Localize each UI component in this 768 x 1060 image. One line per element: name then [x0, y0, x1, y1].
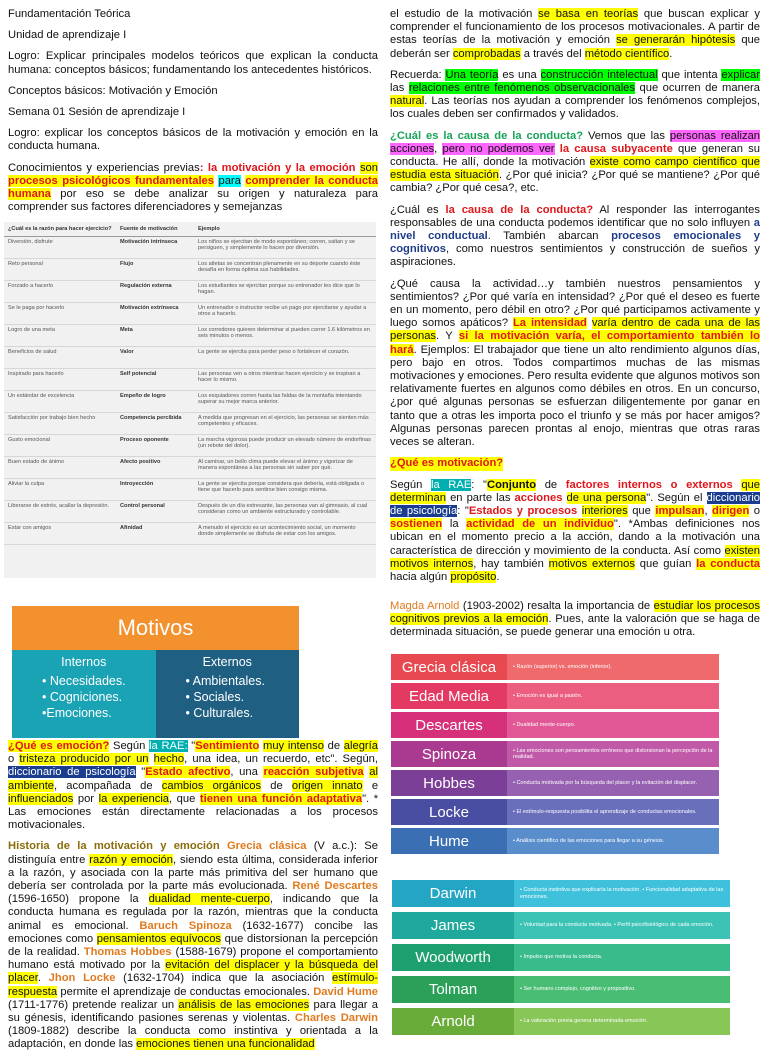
right-column-bottom: [390, 600, 760, 648]
table-cell: Los esquiadores corren hasta las faldas de la montaña intentando superar su mejor marca anterior.: [198, 392, 362, 406]
table-cell: Aliviar la culpa: [8, 480, 45, 487]
timeline-period-description: • Ser humano complejo, cognitivo y propositivo.: [514, 976, 730, 1003]
table-row: [4, 391, 376, 413]
table-row: [4, 479, 376, 501]
timeline-period-name: Descartes: [391, 712, 507, 738]
table-cell: A menudo el ejercicio es un acontecimiento social, un momento donde simplemente se disfruta de estar con los amigos.: [198, 524, 356, 538]
timeline-period-description: • La valoración previa genera determinada emoción.: [514, 1008, 730, 1035]
table-cell: La gente se ejercita porque considera que debería, está obligada o tiene que hacerlo para sentirse bien consigo misma.: [198, 480, 365, 494]
timeline-entry: [392, 1008, 730, 1035]
table-cell: La gente se ejercita para perder peso o fortalecer el corazón.: [198, 348, 350, 355]
table-cell: Estar con amigos: [8, 524, 52, 531]
table-row: [4, 325, 376, 347]
table-cell: Después de un día estresante, las personas van al gimnasio, al cual consideran como un ambiente estructurado y controlable.: [198, 502, 368, 516]
timeline-period-name: Spinoza: [391, 741, 507, 767]
cause-paragraph: ¿Cuál es la causa de la conducta? Vemos que las personas realizan acciones, pero no podemos ver la causa subyacente que generan su conducta. He allí, donde la motivación existe como campo científico que estudia esta situación. ¿Por qué inicia? ¿Por qué se mantiene? ¿Por qué cambia? ¿Por qué cesa?, etc.: [390, 129, 761, 195]
left-column-top: [8, 8, 378, 222]
table-row: [4, 281, 376, 303]
timeline-period-name: Tolman: [392, 976, 514, 1003]
table-cell: Forzado a hacerlo: [8, 282, 54, 289]
timeline-entry: [392, 944, 730, 971]
timeline-entry: [391, 712, 719, 738]
externos-item: • Ambientales.: [185, 674, 265, 688]
timeline-period-name: Arnold: [392, 1008, 514, 1035]
timeline-period-description: • Conducta motivada por la búsqueda del placer y la evitación del displacer.: [507, 770, 719, 796]
table-cell: Control personal: [120, 502, 165, 509]
timeline-period-description: • Razón (superior) vs. emoción (inferior).: [507, 654, 719, 680]
table-row: [4, 237, 376, 259]
timeline-period-description: • Impulso que motiva la conducta.: [514, 944, 730, 971]
timeline-entry: [391, 741, 719, 767]
table-cell: Un estándar de excelencia: [8, 392, 75, 399]
timeline-period-description: • El estímulo-respuesta posibilita el aprendizaje de conductas emocionales.: [507, 799, 719, 825]
timeline-period-description: • Análisis científico de las emociones para llegar a su génesis.: [507, 828, 719, 854]
table-cell: Se le paga por hacerlo: [8, 304, 65, 311]
timeline-period-name: Edad Media: [391, 683, 507, 709]
logro-2: Logro: explicar los conceptos básicos de la motivación y emoción en la conducta humana.: [8, 127, 378, 153]
timeline-entry: [392, 912, 730, 939]
timeline-period-name: James: [392, 912, 514, 939]
table-cell: Las personas ven a otros mientras hacen ejercicio y se inspiran a hacer lo mismo.: [198, 370, 361, 384]
table-cell: Self potencial: [120, 370, 157, 377]
timeline-period-name: Hobbes: [391, 770, 507, 796]
timeline-period-name: Grecia clásica: [391, 654, 507, 680]
table-row: [4, 259, 376, 281]
timeline-entry: [391, 828, 719, 854]
table-cell: Afecto positivo: [120, 458, 161, 465]
timeline-period-description: • Emoción es igual a pasión.: [507, 683, 719, 709]
concepts-title: Conceptos básicos: Motivación y Emoción: [8, 84, 218, 97]
session-title: Semana 01 Sesión de aprendizaje I: [8, 106, 186, 119]
emotion-definition: ¿Qué es emoción? Según la RAE: "Sentimiento muy intenso de alegría o tristeza producido por un hecho, una idea, un recuerdo, etc". Según, diccionario de psicología "Estado afectivo, una reacción subjetiva al ambiente, acompañada de cambios orgánicos de origen innato e influenciados por la experiencia, que tienen una función adaptativa". * Las emociones están directamente relacionadas a los procesos motivacionales.: [8, 740, 379, 832]
table-cell: Los corredores quieren determinar si pueden correr 1.6 kilómetros en seis minutos o menos.: [198, 326, 370, 340]
table-cell: Competencia percibida: [120, 414, 182, 421]
internos-item: •Emociones.: [42, 706, 112, 720]
table-cell: Proceso oponente: [120, 436, 169, 443]
table-row: [4, 457, 376, 479]
unit-title: Unidad de aprendizaje I: [8, 29, 127, 42]
motivos-graphic: [12, 606, 299, 738]
internos-title: Internos: [61, 655, 107, 669]
table-row: [4, 523, 376, 545]
table-cell: Empeño de logro: [120, 392, 166, 399]
table-row: [4, 435, 376, 457]
table-cell: Liberarse de estrés, acallar la depresión.: [8, 502, 110, 509]
motivation-definition: Según la RAE: "Conjunto de factores internos o externos que determinan en parte las acciones de una persona". Según el diccionario de psicología: "Estados y procesos interiores que impulsan, dirigen o sostienen la actividad de un individuo". *Ambas definiciones nos ubican en el momento precio a la acción, dando a la motivación una característica de dirección y movimiento de la conducta. Así como existen motivos internos, hay también motivos externos que guían la conducta hacia algún propósito.: [390, 478, 761, 583]
table-cell: Satisfacción por trabajo bien hecho: [8, 414, 96, 421]
right-column-top: [390, 8, 760, 592]
table-cell: Los niños se ejercitan de modo espontáneo; corren, saltan y se persiguen, y simplemente lo hacen por diversión.: [198, 238, 356, 252]
table-cell: Los atletas se concentran plenamente en su deporte cuando éste desafía en forma óptima sus habilidades.: [198, 260, 361, 274]
internos-panel: [12, 650, 156, 738]
table-cell: Inspirado para hacerlo: [8, 370, 64, 377]
table-cell: La marcha vigorosa puede producir un elevado número de endorfinas (un rebote del dolor).: [198, 436, 371, 450]
table-cell: Buen estado de ánimo: [8, 458, 64, 465]
timeline-entry: [391, 654, 719, 680]
timeline-period-name: Woodworth: [392, 944, 514, 971]
motivation-table: [4, 222, 376, 578]
timeline-period-description: • Conducta instintiva que explicaría la motivación. • Funcionalidad adaptativa de las emociones.: [514, 880, 730, 907]
table-cell: Valor: [120, 348, 134, 355]
timeline-entry: [391, 770, 719, 796]
timeline-period-description: • Voluntad para la conducta motivada. • Perfil psicofisiológico de cada emoción.: [514, 912, 730, 939]
table-cell: Logro de una meta: [8, 326, 55, 333]
externos-panel: [156, 650, 300, 738]
table-cell: Flujo: [120, 260, 134, 267]
table-row: [4, 501, 376, 523]
timeline-entry: [391, 683, 719, 709]
table-cell: A medida que progresan en el ejercicio, las personas se sienten más competentes y eficaces.: [198, 414, 369, 428]
logro-1: Logro: Explicar principales modelos teóricos que explican la conducta humana: conceptos básicos; fundamentando los antecedentes históricos.: [8, 50, 378, 76]
cause-answer-paragraph: ¿Cuál es la causa de la conducta? Al responder las interrogantes responsables de una conducta podemos identificar que no solo influyen a nivel conductual. También abarcan procesos emocionales y cognitivos, como nuestros sentimientos y construcción de sueños y aspiraciones.: [390, 203, 761, 269]
table-cell: Gusto emocional: [8, 436, 50, 443]
externos-item: • Culturales.: [185, 706, 254, 720]
table-cell: Meta: [120, 326, 133, 333]
arnold-paragraph: Magda Arnold (1903-2002) resalta la importancia de estudiar los procesos cognitivos previos a la emoción. Pues, ante la valoración que se haga de determinada situación, se puede generar una emoción u otra.: [390, 600, 761, 639]
table-row: [4, 303, 376, 325]
table-cell: Diversión, disfrute: [8, 238, 53, 245]
table-header: ¿Cuál es la razón para hacer ejercicio? Fuente de motivación Ejemplo: [4, 222, 376, 237]
left-column-bottom: [8, 740, 378, 1060]
history-paragraph: Historia de la motivación y emoción Grecia clásica (V a.c.): Se distinguía entre razón y emoción, siendo esta última, considerada inferior a la razón, y asociada con la parte más primitiva del ser humano que debería ser controlada por la parte más evolucionada. René Descartes (1596-1650) propone la dualidad mente-cuerpo, indicando que la conducta humana es regulada por la razón, mientras que la conducta animal es emocional. Baruch Spinoza (1632-1677) concibe las emociones como pensamientos equívocos que distorsionan la percepción de la realidad. Thomas Hobbes (1588-1679) propone el comportamiento humano está motivado por la evitación del displacer y la búsqueda del placer. Jhon Locke (1632-1704) indica que la asociación estímulo-respuesta permite el aprendizaje de conductas emocionales. David Hume (1711-1776) pretende realizar un análisis de las emociones para llegar a su génesis, identificando pasiones serenas y violentas. Charles Darwin (1809-1882) describe la conducta como instintiva y orientada a la adaptación, en donde las emociones tienen una funcionalidad: [8, 840, 379, 1051]
timeline-period-description: • Las emociones son pensamientos erróneos que distorsionan la percepción de la realidad.: [507, 741, 719, 767]
table-cell: Reto personal: [8, 260, 43, 267]
externos-title: Externos: [202, 655, 252, 669]
table-cell: Beneficios de salud: [8, 348, 57, 355]
timeline-entry: [392, 976, 730, 1003]
timeline-period-name: Hume: [391, 828, 507, 854]
previous-knowledge: Conocimientos y experiencias previas: la motivación y la emoción son procesos psicológicos fundamentales para comprender la conducta humana por eso se debe analizar su origen y naturaleza para comprender sus factores diferenciadores y semejanzas: [8, 161, 379, 214]
timeline-entry: [391, 799, 719, 825]
table-cell: Regulación externa: [120, 282, 172, 289]
table-cell: Introyección: [120, 480, 154, 487]
table-row: [4, 347, 376, 369]
doc-title: Fundamentación Teórica: [8, 8, 131, 20]
theories-paragraph: el estudio de la motivación se basa en teorías que buscan explicar y comprender el funcionamiento de los procesos motivacionales. A partir de estas teorías de la motivación y emoción se generarán hipótesis que deberán ser comprobadas a través del método científico.: [390, 8, 761, 60]
table-cell: Afinidad: [120, 524, 143, 531]
timeline-entry: [392, 880, 730, 907]
timeline-period-description: • Dualidad mente-cuerpo.: [507, 712, 719, 738]
activity-paragraph: ¿Qué causa la actividad…y también nuestros pensamientos y sentimientos? ¿Por qué varía en intensidad? ¿Por qué el deseo es fuerte en un momento, pero débil en otro? ¿Por qué participamos activamente y luego somos apáticos? La intensidad varía dentro de cada una de las personas. Y si la motivación varía, el comportamiento también lo hará. Ejemplos: El trabajador que tiene un alto rendimiento algunos días, pero bajo en otros. Todos compartimos muchas de las mismas motivaciones y emociones. Pero resulta evidente que algunos motivos son relativamente fuertes en algunos como débiles en otros. En un concurso, ¿por qué algunas personas se esfuerzan diligentemente por ganar en tanto que a otras les importa poco el triunfo y se más por hacer amigos? Algunas personas parecen prontas al enojo, mientras que otras raras veces se alteran.: [390, 277, 761, 449]
timeline-period-name: Darwin: [392, 880, 514, 907]
table-cell: Motivación extrínseca: [120, 304, 179, 311]
table-cell: Los estudiantes se ejercitan porque su entrenador les dice que lo hagan.: [198, 282, 360, 296]
table-body: [4, 237, 376, 545]
table-cell: Un entrenador o instructor recibe un pago por ejercitarse y ayudar a otros a hacerlo.: [198, 304, 367, 318]
motivos-title: Motivos: [12, 606, 299, 650]
table-row: [4, 369, 376, 391]
table-cell: Al caminar, un bello clima puede elevar el ánimo y vigorizar de manera espontánea a las personas sin saber por qué.: [198, 458, 353, 472]
internos-item: • Cogniciones.: [42, 690, 123, 704]
table-cell: Motivación intrínseca: [120, 238, 178, 245]
externos-item: • Sociales.: [185, 690, 245, 704]
internos-item: • Necesidades.: [42, 674, 126, 688]
table-row: [4, 413, 376, 435]
remember-paragraph: Recuerda: Una teoría es una construcción intelectual que intenta explicar las relaciones entre fenómenos observacionales que ocurren de manera natural. Las teorías nos ayudan a comprender los fenómenos complejos, los cuales deben ser confirmados y validados.: [390, 68, 760, 121]
motivation-question: ¿Qué es motivación?: [390, 457, 504, 470]
timeline-period-name: Locke: [391, 799, 507, 825]
